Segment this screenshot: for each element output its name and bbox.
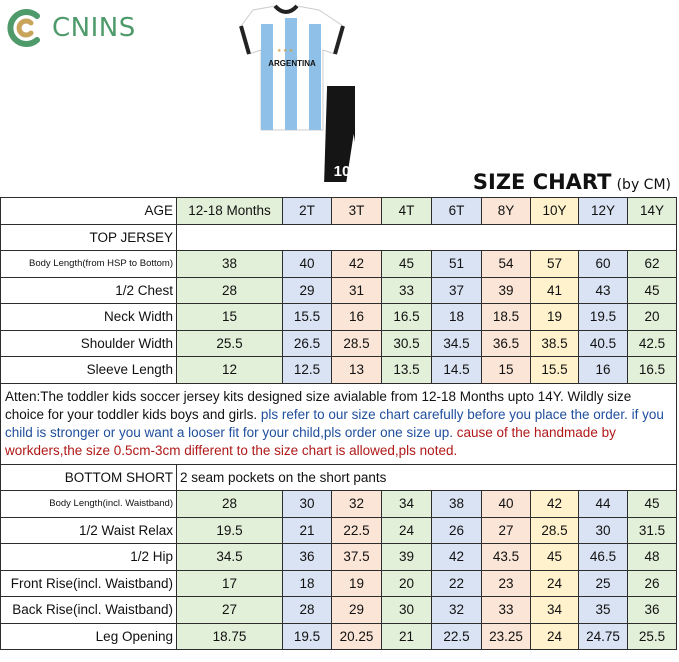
measurement-cell: 25.5 (177, 330, 283, 357)
empty-cell (177, 224, 677, 251)
brand-logo-icon (6, 8, 46, 48)
measurement-cell: 20 (628, 304, 677, 331)
measurement-cell: 13.5 (382, 357, 432, 384)
shorts-image (324, 86, 355, 182)
measurement-cell: 42 (332, 251, 382, 278)
measurement-cell: 21 (283, 517, 332, 544)
top-section-row (1, 224, 677, 251)
measurement-cell: 28.5 (531, 517, 579, 544)
measurement-cell: 39 (482, 277, 531, 304)
measurement-cell: 38 (177, 251, 283, 278)
measurement-cell: 16 (332, 304, 382, 331)
measurement-cell: 46.5 (579, 544, 628, 571)
bottom-section-row (1, 464, 677, 491)
measurement-cell: 40.5 (579, 330, 628, 357)
measurement-cell: 33 (482, 597, 531, 624)
measurement-cell: 12.5 (283, 357, 332, 384)
measurement-cell: 34 (531, 597, 579, 624)
measurement-cell: 43 (579, 277, 628, 304)
measurement-cell: 42 (531, 491, 579, 518)
measurement-cell: 22.5 (432, 623, 482, 650)
measurement-cell: 18.5 (482, 304, 531, 331)
measurement-cell: 25.5 (628, 623, 677, 650)
measurement-cell: 60 (579, 251, 628, 278)
measurement-cell: 51 (432, 251, 482, 278)
measurement-label: Body Length(incl. Waistband) (1, 491, 177, 518)
size-header: 12-18 Months (177, 198, 283, 225)
table-row (1, 330, 677, 357)
measurement-cell: 15 (482, 357, 531, 384)
table-row (1, 304, 677, 331)
table-row (1, 544, 677, 571)
table-row (1, 357, 677, 384)
measurement-cell: 38 (432, 491, 482, 518)
measurement-cell: 45 (628, 491, 677, 518)
measurement-cell: 42 (432, 544, 482, 571)
measurement-cell: 22 (432, 570, 482, 597)
measurement-cell: 26 (628, 570, 677, 597)
header-row (1, 198, 677, 225)
age-label: AGE (1, 198, 177, 225)
measurement-cell: 30 (283, 491, 332, 518)
measurement-label: Shoulder Width (1, 330, 177, 357)
measurement-cell: 34 (382, 491, 432, 518)
measurement-cell: 27 (482, 517, 531, 544)
measurement-cell: 38.5 (531, 330, 579, 357)
measurement-cell: 24 (531, 570, 579, 597)
measurement-cell: 19 (332, 570, 382, 597)
measurement-cell: 28 (177, 277, 283, 304)
measurement-cell: 26.5 (283, 330, 332, 357)
title-sub: (by CM) (616, 177, 671, 193)
measurement-cell: 42.5 (628, 330, 677, 357)
measurement-cell: 20 (382, 570, 432, 597)
measurement-cell: 25 (579, 570, 628, 597)
measurement-cell: 15.5 (531, 357, 579, 384)
measurement-label: 1/2 Waist Relax (1, 517, 177, 544)
measurement-cell: 31 (332, 277, 382, 304)
measurement-cell: 23 (482, 570, 531, 597)
measurement-cell: 37 (432, 277, 482, 304)
measurement-cell: 29 (283, 277, 332, 304)
measurement-label: 1/2 Hip (1, 544, 177, 571)
measurement-cell: 41 (531, 277, 579, 304)
table-row (1, 570, 677, 597)
measurement-cell: 26 (432, 517, 482, 544)
bottom-section-note: 2 seam pockets on the short pants (177, 464, 677, 491)
note-row (1, 383, 677, 464)
attention-note (1, 383, 677, 464)
measurement-cell: 14.5 (432, 357, 482, 384)
measurement-cell: 17 (177, 570, 283, 597)
measurement-cell: 34.5 (432, 330, 482, 357)
measurement-cell: 18 (283, 570, 332, 597)
measurement-cell: 31.5 (628, 517, 677, 544)
measurement-cell: 39 (382, 544, 432, 571)
measurement-cell: 28.5 (332, 330, 382, 357)
measurement-cell: 37.5 (332, 544, 382, 571)
measurement-cell: 28 (283, 597, 332, 624)
measurement-cell: 24 (382, 517, 432, 544)
table-row (1, 277, 677, 304)
shorts-number: 10 (333, 163, 351, 180)
bottom-section-label: BOTTOM SHORT (1, 464, 177, 491)
measurement-cell: 24 (531, 623, 579, 650)
top-section-label: TOP JERSEY (1, 224, 177, 251)
size-header: 4T (382, 198, 432, 225)
measurement-cell: 48 (628, 544, 677, 571)
table-row (1, 491, 677, 518)
jersey-text: ARGENTINA (268, 59, 316, 68)
measurement-label: Front Rise(incl. Waistband) (1, 570, 177, 597)
measurement-cell: 16 (579, 357, 628, 384)
measurement-cell: 15.5 (283, 304, 332, 331)
measurement-cell: 35 (579, 597, 628, 624)
measurement-cell: 45 (531, 544, 579, 571)
measurement-cell: 19.5 (177, 517, 283, 544)
measurement-cell: 54 (482, 251, 531, 278)
svg-text:★ ★ ★: ★ ★ ★ (277, 48, 294, 54)
table-row (1, 517, 677, 544)
measurement-cell: 20.25 (332, 623, 382, 650)
measurement-cell: 12 (177, 357, 283, 384)
measurement-cell: 21 (382, 623, 432, 650)
measurement-cell: 33 (382, 277, 432, 304)
measurement-cell: 30 (382, 597, 432, 624)
size-header: 3T (332, 198, 382, 225)
measurement-label: Leg Opening (1, 623, 177, 650)
measurement-cell: 36 (628, 597, 677, 624)
measurement-cell: 40 (482, 491, 531, 518)
note-part-1: Atten:The toddler kids soccer jersey kits designed size avialable from 12-18 Months upto 14Y. Wildly size choice for your toddler kids boys and girls. (5, 388, 632, 422)
measurement-cell: 16.5 (382, 304, 432, 331)
size-header: 10Y (531, 198, 579, 225)
size-header: 2T (283, 198, 332, 225)
product-image (225, 4, 355, 194)
measurement-label: Sleeve Length (1, 357, 177, 384)
table-row (1, 623, 677, 650)
measurement-label: Body Length(from HSP to Bottom) (1, 251, 177, 278)
measurement-cell: 32 (332, 491, 382, 518)
measurement-cell: 36.5 (482, 330, 531, 357)
brand-name: CNINS (52, 13, 136, 43)
measurement-cell: 40 (283, 251, 332, 278)
size-header: 8Y (482, 198, 531, 225)
measurement-cell: 62 (628, 251, 677, 278)
measurement-cell: 27 (177, 597, 283, 624)
title-main: SIZE CHART (472, 170, 612, 194)
size-chart-table (0, 197, 677, 650)
measurement-cell: 45 (382, 251, 432, 278)
size-chart-title (473, 170, 671, 194)
size-header: 14Y (628, 198, 677, 225)
measurement-cell: 19.5 (283, 623, 332, 650)
measurement-cell: 32 (432, 597, 482, 624)
measurement-cell: 18.75 (177, 623, 283, 650)
measurement-cell: 36 (283, 544, 332, 571)
note-part-2: pls refer to our size chart carefully before you place the order. if you child is stronger or you want a looser fit for your child,pls order one size up. (5, 406, 664, 440)
table-row (1, 251, 677, 278)
measurement-cell: 23.25 (482, 623, 531, 650)
measurement-cell: 13 (332, 357, 382, 384)
note-part-3: cause of the handmade by workders,the size 0.5cm-3cm different to the size chart is allowed,pls noted. (5, 424, 616, 458)
measurement-label: Neck Width (1, 304, 177, 331)
measurement-cell: 43.5 (482, 544, 531, 571)
table-row (1, 597, 677, 624)
brand-logo (6, 8, 136, 48)
measurement-label: 1/2 Chest (1, 277, 177, 304)
measurement-cell: 45 (628, 277, 677, 304)
measurement-cell: 57 (531, 251, 579, 278)
size-header: 6T (432, 198, 482, 225)
measurement-cell: 30.5 (382, 330, 432, 357)
measurement-cell: 16.5 (628, 357, 677, 384)
size-header: 12Y (579, 198, 628, 225)
measurement-cell: 28 (177, 491, 283, 518)
measurement-cell: 24.75 (579, 623, 628, 650)
measurement-cell: 29 (332, 597, 382, 624)
measurement-label: Back Rise(incl. Waistband) (1, 597, 177, 624)
measurement-cell: 44 (579, 491, 628, 518)
measurement-cell: 19 (531, 304, 579, 331)
measurement-cell: 15 (177, 304, 283, 331)
measurement-cell: 19.5 (579, 304, 628, 331)
measurement-cell: 34.5 (177, 544, 283, 571)
measurement-cell: 18 (432, 304, 482, 331)
measurement-cell: 22.5 (332, 517, 382, 544)
measurement-cell: 30 (579, 517, 628, 544)
